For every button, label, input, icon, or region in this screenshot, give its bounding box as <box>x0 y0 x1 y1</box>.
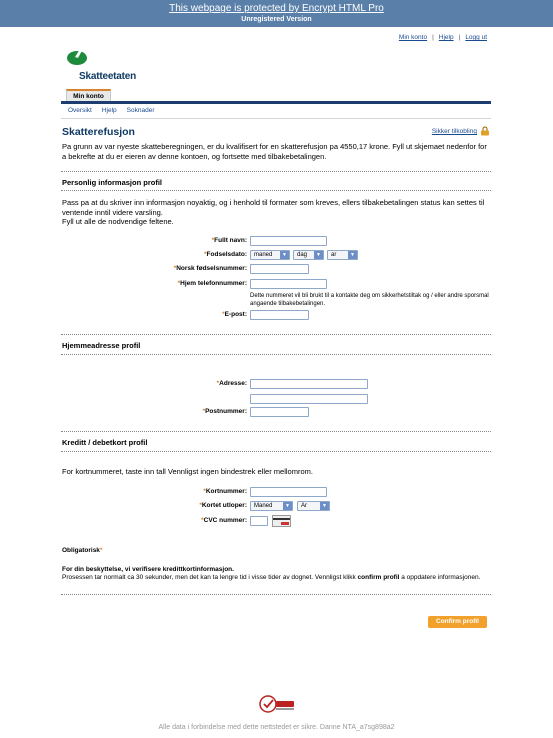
subnav-oversikt[interactable]: Oversikt <box>68 107 92 114</box>
expiry-month-select[interactable]: Maned ▼ <box>250 501 293 511</box>
address-input-2[interactable] <box>250 394 368 404</box>
chevron-down-icon: ▼ <box>314 251 323 259</box>
security-seal-icon <box>259 694 295 714</box>
link-min-konto[interactable]: Min konto <box>398 34 428 41</box>
page-title: Skatterefusjon <box>62 126 135 138</box>
address-input-1[interactable] <box>250 379 368 389</box>
label-phone: *Hjem telefonnummer: <box>177 280 247 287</box>
secure-connection-link[interactable]: Sikker tilkobling <box>431 128 477 135</box>
label-card-expiry: *Kortet utloper: <box>199 502 247 509</box>
label-card-number: *Kortnummer: <box>203 488 247 495</box>
divider <box>61 354 491 355</box>
link-logg-ut[interactable]: Logg ut <box>465 34 487 41</box>
separator: | <box>458 34 461 41</box>
divider <box>61 118 491 119</box>
ssn-input[interactable] <box>250 264 309 274</box>
divider <box>61 594 491 595</box>
cvc-input[interactable] <box>250 516 268 526</box>
chevron-down-icon: ▼ <box>283 502 292 510</box>
card-number-input[interactable] <box>250 487 327 497</box>
divider <box>61 171 491 172</box>
personal-instructions: Pass pa at du skriver inn informasjon noyaktig, og i henhold til formater som kreves, ellers tilbakebetalingen status kan settes til ventende inntil videre varsling. <box>62 198 485 217</box>
section-heading-address: Hjemmeadresse profil <box>62 341 141 350</box>
dob-month-select[interactable]: maned ▼ <box>250 250 290 260</box>
label-full-name: *Fullt navn: <box>211 237 247 244</box>
top-links <box>399 34 487 41</box>
skatteetaten-logo-icon <box>66 43 90 67</box>
expiry-year-select[interactable]: Ar ▼ <box>297 501 330 511</box>
sub-navigation <box>68 107 164 114</box>
footer-text: Alle data i forbindelse med dette nettstedet er sikre. Danne NTA_a7sg898a2 <box>158 724 395 731</box>
brand-name: Skatteetaten <box>79 71 137 82</box>
lock-icon <box>480 126 490 136</box>
banner-title[interactable]: This webpage is protected by Encrypt HTML Pro <box>169 3 384 14</box>
divider <box>61 451 491 452</box>
nav-bar <box>61 101 491 104</box>
chevron-down-icon: ▼ <box>348 251 357 259</box>
subnav-soknader[interactable]: Soknader <box>126 107 155 114</box>
label-postcode: *Postnummer: <box>202 408 247 415</box>
subnav-hjelp[interactable]: Hjelp <box>101 107 117 114</box>
phone-note: Dette nummeret vil bli brukt til a kontakte deg om sikkerhetstiltak og / eller andre sporsmal angaende tilbakebetalingen. <box>250 293 489 307</box>
link-hjelp[interactable]: Hjelp <box>438 34 454 41</box>
phone-input[interactable] <box>250 279 327 289</box>
divider <box>61 431 491 432</box>
label-cvc: *CVC nummer: <box>201 517 247 524</box>
required-legend: Obligatorisk* <box>62 547 103 554</box>
separator: | <box>432 34 434 41</box>
verification-text: Prosessen tar normalt ca 30 sekunder, men det kan ta lengre tid i visse tider av dognet. Vennligst klikk confirm profil a oppdatere informasjonen. <box>62 574 481 581</box>
email-input[interactable] <box>250 310 309 320</box>
divider <box>61 334 491 335</box>
chevron-down-icon: ▼ <box>280 251 289 259</box>
postcode-input[interactable] <box>250 407 309 417</box>
dob-year-select[interactable]: ar ▼ <box>327 250 358 260</box>
section-heading-card: Kreditt / debetkort profil <box>62 438 148 447</box>
personal-required-note: Fyll ut alle de nodvendige feltene. <box>62 217 174 226</box>
verification-heading: For din beskyttelse, vi verifisere kredittkortinformasjon. <box>62 566 234 573</box>
label-dob: *Fodselsdato: <box>204 251 247 258</box>
tab-min-konto[interactable]: Min konto <box>66 89 111 101</box>
banner-subtitle: Unregistered Version <box>241 16 312 23</box>
protection-banner <box>0 0 553 27</box>
full-name-input[interactable] <box>250 236 327 246</box>
divider <box>61 190 491 191</box>
dob-day-select[interactable]: dag ▼ <box>293 250 324 260</box>
label-address: *Adresse: <box>216 380 247 387</box>
chevron-down-icon: ▼ <box>320 502 329 510</box>
cvc-card-icon <box>272 515 291 527</box>
confirm-profile-button[interactable]: Confirm profil <box>428 616 487 628</box>
section-heading-personal: Personlig informasjon profil <box>62 178 163 187</box>
card-instructions: For kortnummeret, taste inn tall Vennligst ingen bindestrek eller mellomrom. <box>62 467 313 476</box>
intro-text: Pa grunn av var nyeste skatteberegningen, er du kvalifisert for en skatterefusjon pa 4550,17 krone. Fyll ut skjemaet nedenfor for a bekrefte at du er eieren av denne kontoen, og fortsette med tilbakebetalingen. <box>62 142 487 161</box>
label-ssn: *Norsk fødselsnummer: <box>173 265 247 272</box>
label-email: *E-post: <box>222 311 247 318</box>
